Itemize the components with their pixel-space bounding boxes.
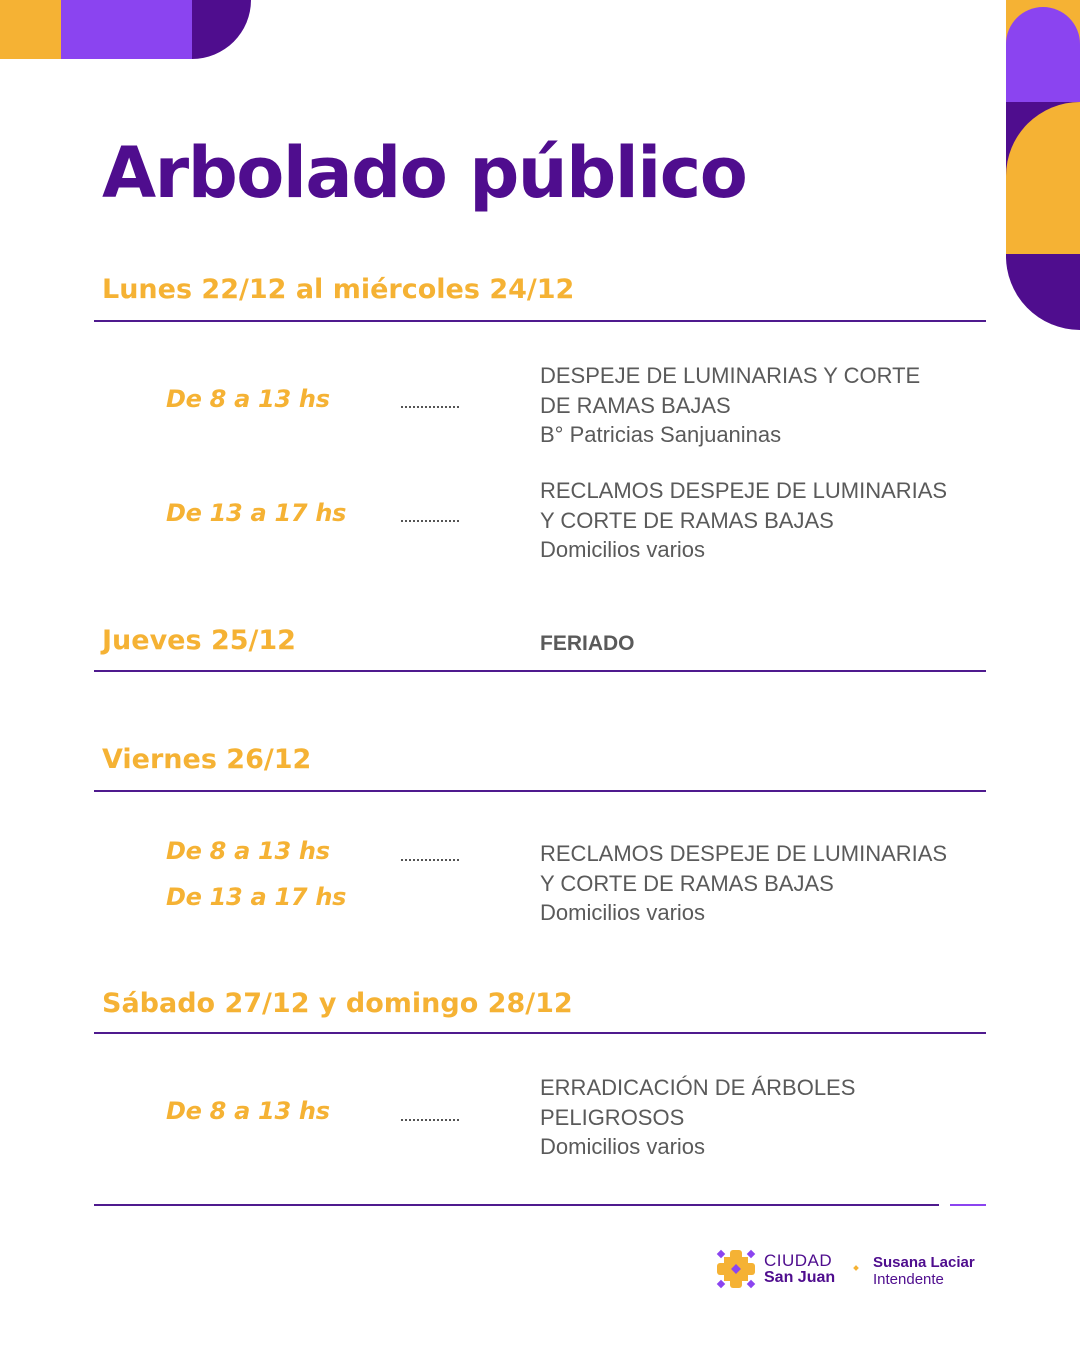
- day-heading-thursday: Jueves 25/12: [102, 625, 296, 656]
- task-location: B° Patricias Sanjuaninas: [540, 422, 782, 447]
- task-description: [540, 476, 990, 565]
- day-heading-weekend: Sábado 27/12 y domingo 28/12: [102, 988, 573, 1019]
- task-description: [540, 1073, 990, 1162]
- dotted-leader: [401, 520, 459, 522]
- diamond-separator-icon: [852, 1264, 860, 1272]
- logo-line-1: CIUDAD: [764, 1251, 833, 1270]
- section-divider: [94, 670, 986, 672]
- task-description: [540, 361, 990, 450]
- time-slot: De 13 a 17 hs: [166, 499, 347, 527]
- task-line: PELIGROSOS: [540, 1104, 685, 1130]
- task-line: Y CORTE DE RAMAS BAJAS: [540, 507, 834, 533]
- day-heading-monday-wednesday: Lunes 22/12 al miércoles 24/12: [102, 274, 575, 305]
- deco-purple-block: [61, 0, 192, 59]
- task-location: Domicilios varios: [540, 537, 706, 562]
- section-divider: [94, 1032, 986, 1034]
- section-divider: [94, 790, 986, 792]
- task-line: DE RAMAS BAJAS: [540, 392, 731, 418]
- flower-logo-icon: [715, 1248, 757, 1290]
- mayor-role: Intendente: [873, 1271, 944, 1288]
- dotted-leader: [401, 1119, 459, 1121]
- time-slot: De 8 a 13 hs: [166, 385, 330, 413]
- task-line: ERRADICACIÓN DE ÁRBOLES: [540, 1075, 856, 1100]
- task-location: Domicilios varios: [540, 1134, 706, 1159]
- dotted-leader: [401, 859, 459, 861]
- city-logo-text: [764, 1252, 835, 1286]
- task-line: Y CORTE DE RAMAS BAJAS: [540, 870, 834, 896]
- bottom-divider: [94, 1204, 939, 1206]
- dotted-leader: [401, 406, 459, 408]
- section-divider: [94, 320, 986, 322]
- task-line: RECLAMOS DESPEJE DE LUMINARIAS: [540, 841, 948, 866]
- deco-quarter-circle: [192, 0, 251, 59]
- page-title: Arbolado público: [102, 132, 747, 214]
- time-slot: De 8 a 13 hs: [166, 837, 330, 865]
- deco-right-column: [1006, 0, 1080, 330]
- task-location: Domicilios varios: [540, 900, 706, 925]
- bottom-divider-accent: [950, 1204, 986, 1206]
- task-line: RECLAMOS DESPEJE DE LUMINARIAS: [540, 478, 948, 503]
- logo-line-2: San Juan: [764, 1269, 836, 1286]
- time-slot: De 13 a 17 hs: [166, 883, 347, 911]
- task-line: DESPEJE DE LUMINARIAS Y CORTE: [540, 363, 921, 388]
- day-heading-friday: Viernes 26/12: [102, 744, 312, 775]
- mayor-name: Susana Laciar: [873, 1254, 975, 1271]
- mayor-credit: [873, 1255, 975, 1287]
- deco-yellow-block: [0, 0, 61, 59]
- task-description: [540, 839, 990, 928]
- holiday-label: FERIADO: [540, 632, 635, 655]
- time-slot: De 8 a 13 hs: [166, 1097, 330, 1125]
